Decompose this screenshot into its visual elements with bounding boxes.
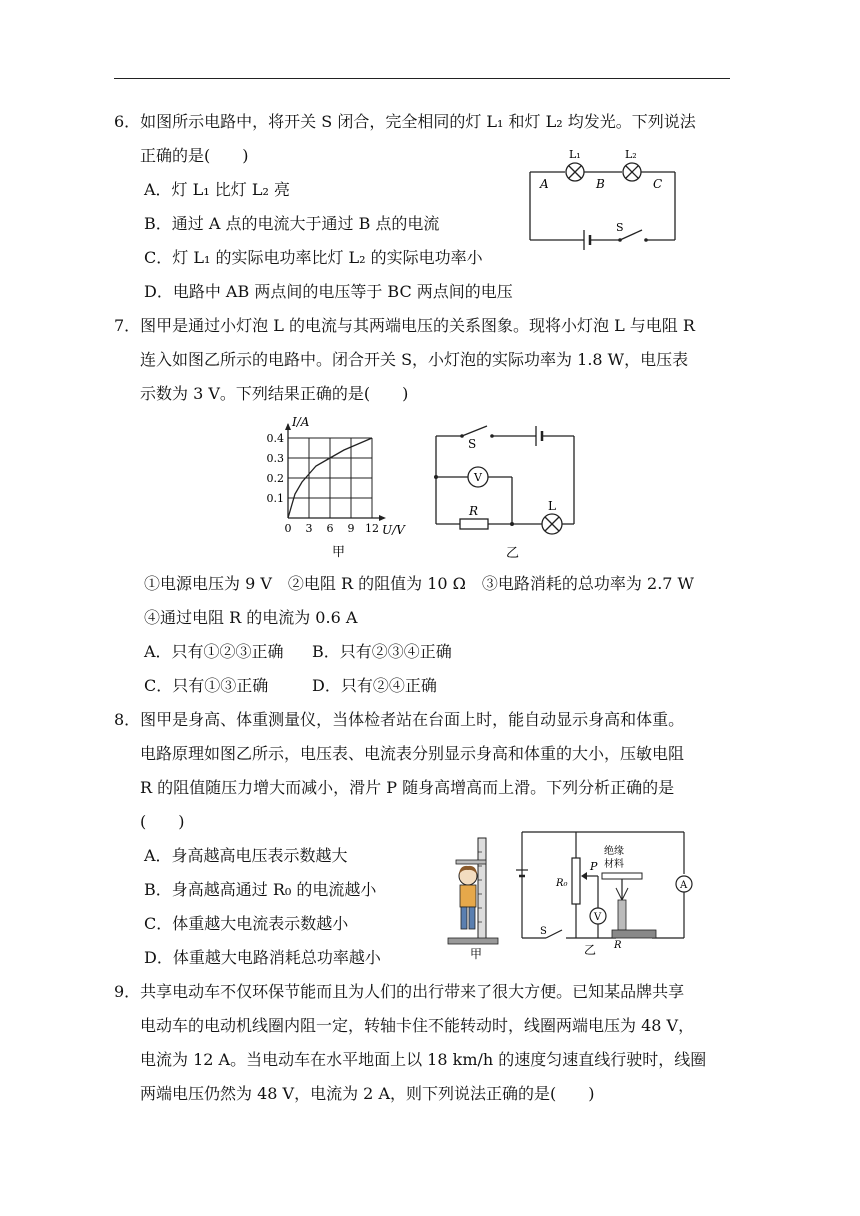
q8-height-scale-figure — [440, 832, 510, 962]
q6-label-c: C — [653, 177, 663, 191]
q7-x-tick-label: 6 — [326, 522, 334, 535]
q7-label-l: L — [548, 499, 556, 513]
q7-y-axis-label: I/A — [292, 415, 310, 429]
q6-stem-line2: 正确的是( ) — [140, 146, 249, 165]
q7-circuit-caption: 乙 — [506, 546, 520, 561]
q6-label-l1: L₁ — [569, 148, 581, 161]
q7-stem-line1: 7．图甲是通过小灯泡 L 的电流与其两端电压的关系图象。现将小灯泡 L 与电阻 R — [114, 316, 695, 335]
q8-stem-line4: ( ) — [140, 812, 185, 831]
q7-label-v: V — [474, 471, 482, 484]
q7-statements-line2: ④通过电阻 R 的电流为 0.6 A — [144, 608, 358, 627]
q8-option-c: C．体重越大电流表示数越小 — [144, 914, 349, 933]
q9-line1: 9．共享电动车不仅环保节能而且为人们的出行带来了很大方便。已知某品牌共享 — [114, 982, 685, 1001]
q8-label-ammeter: A — [680, 880, 688, 891]
q8-label-p: P — [590, 860, 598, 873]
q7-y-tick-label: 0.2 — [266, 472, 284, 485]
q7-x-tick-label: 0 — [284, 522, 292, 535]
q7-x-tick-label: 3 — [305, 522, 313, 535]
q7-option-d: D．只有②④正确 — [312, 676, 437, 695]
q6-option-c: C．灯 L₁ 的实际电功率比灯 L₂ 的实际电功率小 — [144, 248, 483, 267]
q6-label-b: B — [596, 177, 605, 191]
q8-label-r: R — [614, 940, 622, 951]
q7-x-tick-label: 12 — [365, 522, 379, 535]
q7-statements-line1: ①电源电压为 9 V ②电阻 R 的阻值为 10 Ω ③电路消耗的总功率为 2.7 W — [144, 574, 694, 593]
q8-stem-line1: 8．图甲是身高、体重测量仪，当体检者站在台面上时，能自动显示身高和体重。 — [114, 710, 685, 729]
q8-option-a: A．身高越高电压表示数越大 — [144, 846, 348, 865]
q6-label-l2: L₂ — [625, 148, 637, 161]
q7-y-tick-label: 0.1 — [266, 492, 284, 505]
q7-chart-caption: 甲 — [332, 545, 346, 560]
q7-iu-chart — [262, 410, 422, 560]
q7-y-tick-label: 0.3 — [266, 452, 284, 465]
q6-option-b: B．通过 A 点的电流大于通过 B 点的电流 — [144, 214, 440, 233]
q7-y-tick-label: 0.4 — [266, 432, 284, 445]
q9-line3: 电流为 12 A。当电动车在水平地面上以 18 km/h 的速度匀速直线行驶时，线圈 — [140, 1050, 707, 1069]
q7-label-r: R — [469, 504, 479, 518]
q6-option-a: A．灯 L₁ 比灯 L₂ 亮 — [144, 180, 290, 199]
q6-label-a: A — [540, 177, 549, 191]
q6-circuit-diagram — [520, 140, 720, 250]
q8-stem-line3: R 的阻值随压力增大而减小，滑片 P 随身高增高而上滑。下列分析正确的是 — [140, 778, 675, 797]
q8-label-insulation-1: 绝缘 — [604, 846, 624, 857]
q9-line4: 两端电压仍然为 48 V，电流为 2 A，则下列说法正确的是( ) — [140, 1084, 595, 1103]
q8-caption-jia: 甲 — [470, 947, 483, 961]
q7-label-s: S — [468, 437, 477, 451]
q8-option-d: D．体重越大电路消耗总功率越小 — [144, 948, 381, 967]
q7-x-axis-arrow — [379, 515, 386, 521]
q7-option-c: C．只有①③正确 — [144, 676, 269, 695]
q7-option-b: B．只有②③④正确 — [312, 642, 452, 661]
q7-x-tick-label: 9 — [347, 522, 355, 535]
q8-label-s: S — [540, 926, 547, 937]
q7-circuit-diagram — [432, 424, 582, 564]
q7-y-axis-arrow — [285, 423, 291, 430]
header-rule — [114, 78, 730, 79]
q6-stem-line1: 6．如图所示电路中，将开关 S 闭合，完全相同的灯 L₁ 和灯 L₂ 均发光。下列说法 — [114, 112, 696, 131]
q7-option-a: A．只有①②③正确 — [144, 642, 284, 661]
q6-label-s: S — [616, 221, 624, 234]
q7-stem-line3: 示数为 3 V。下列结果正确的是( ) — [140, 384, 409, 403]
q8-option-b: B．身高越高通过 R₀ 的电流越小 — [144, 880, 377, 899]
q8-caption-yi: 乙 — [584, 943, 597, 957]
q7-x-axis-label: U/V — [382, 523, 405, 537]
q8-label-r0: R₀ — [556, 878, 568, 889]
q8-label-insulation-2: 材料 — [604, 859, 624, 870]
q8-stem-line2: 电路原理如图乙所示，电压表、电流表分别显示身高和体重的大小，压敏电阻 — [140, 744, 685, 763]
q6-option-d: D．电路中 AB 两点间的电压等于 BC 两点间的电压 — [144, 282, 513, 301]
q8-label-voltmeter: V — [594, 912, 602, 923]
q8-circuit-diagram — [512, 826, 692, 956]
q9-line2: 电动车的电动机线圈内阻一定，转轴卡住不能转动时，线圈两端电压为 48 V， — [140, 1016, 695, 1035]
q7-stem-line2: 连入如图乙所示的电路中。闭合开关 S，小灯泡的实际功率为 1.8 W，电压表 — [140, 350, 689, 369]
